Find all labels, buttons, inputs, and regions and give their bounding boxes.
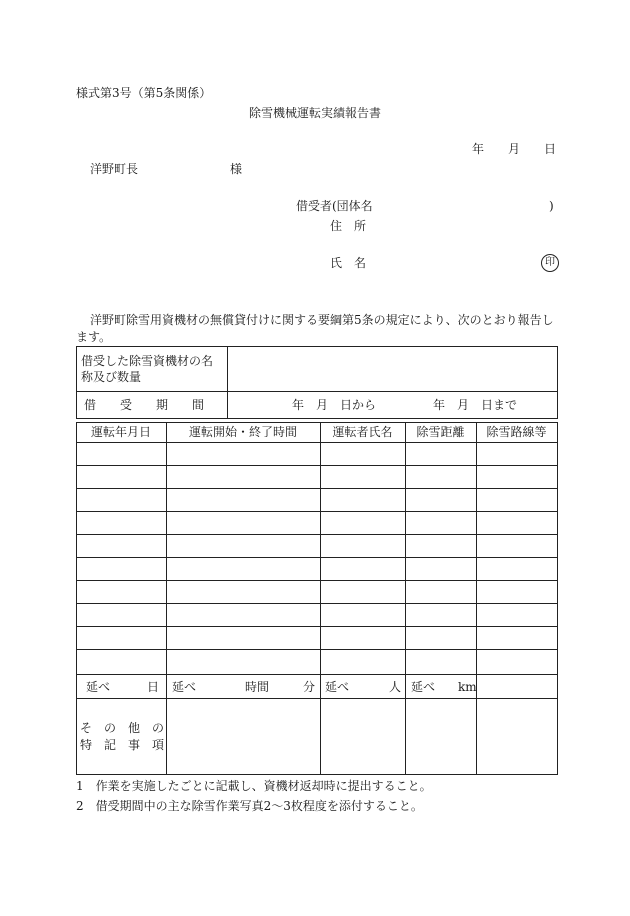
total-hours-label: 延べ — [172, 680, 197, 694]
header-distance: 除雪距離 — [416, 425, 465, 439]
total-distance-unit: km — [458, 680, 477, 694]
header-driver: 運転者氏名 — [332, 425, 393, 439]
body-text-line1: 洋野町除雪用資機材の無償貸付けに関する要綱第5条の規定により、次のとおり報告し — [90, 313, 554, 327]
header-date: 運転年月日 — [90, 425, 151, 439]
total-distance-label: 延べ — [411, 680, 436, 694]
note-1: 1 作業を実施したごとに記載し、資機材返却時に提出すること。 — [76, 779, 432, 793]
address-label: 住 所 — [330, 219, 367, 233]
total-days-unit: 日 — [147, 680, 160, 694]
period-label: 借 受 期 間 — [84, 398, 205, 412]
equipment-label-line2: 称及び数量 — [81, 370, 142, 384]
date-line: 年 月 日 — [472, 142, 557, 156]
total-hours-unit: 時間 — [245, 680, 270, 694]
borrower-label: 借受者(団体名 — [296, 199, 373, 213]
period-to: 年 月 日まで — [433, 398, 518, 412]
page-title: 除雪機械運転実績報告書 — [248, 106, 381, 120]
seal-icon: 印 — [541, 254, 559, 272]
equipment-label-line1: 借受した除雪資機材の名 — [81, 354, 214, 368]
header-route: 除雪路線等 — [486, 425, 547, 439]
addressee: 洋野町長 — [90, 162, 139, 176]
period-from: 年 月 日から — [292, 398, 377, 412]
header-time: 運転開始・終了時間 — [188, 425, 297, 439]
borrower-close: ) — [549, 199, 554, 213]
other-remarks-label-line2: 特 記 事 項 — [80, 738, 165, 752]
honorific: 様 — [230, 162, 243, 176]
body-text-line2: ます。 — [76, 330, 112, 344]
total-days-label: 延べ — [86, 680, 111, 694]
form-number: 様式第3号（第5条関係） — [76, 86, 212, 100]
total-people-unit: 人 — [389, 680, 402, 694]
note-2: 2 借受期間中の主な除雪作業写真2～3枚程度を添付すること。 — [76, 799, 423, 813]
other-remarks-label-line1: そ の 他 の — [80, 721, 165, 735]
name-label: 氏 名 — [330, 256, 367, 270]
total-people-label: 延べ — [325, 680, 350, 694]
total-minutes-unit: 分 — [303, 680, 316, 694]
